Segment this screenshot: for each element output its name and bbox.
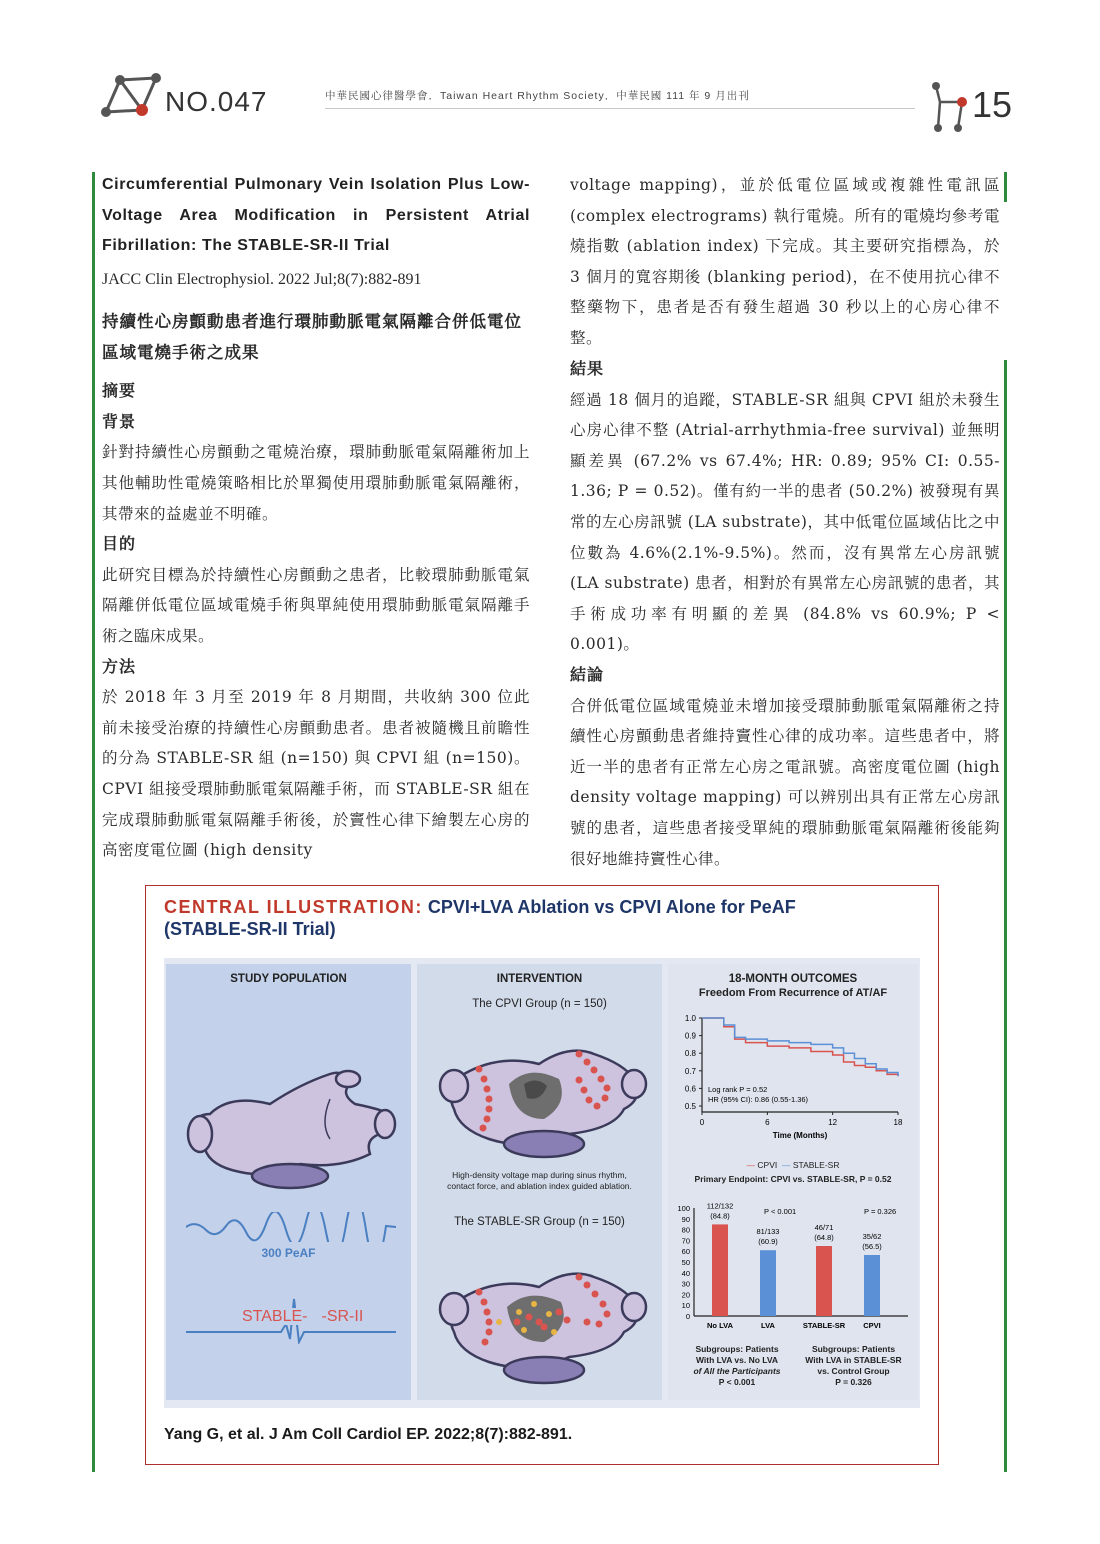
right-column	[570, 170, 1000, 874]
sub-right-1: Subgroups: Patients	[811, 1344, 896, 1354]
society-line: 中華民國心律醫學會．Taiwan Heart Rhythm Society．中華民國 111 年 9 月出刊	[325, 90, 750, 102]
left-atrium-icon	[180, 1054, 400, 1194]
bar-y-tick-label: 70	[681, 1236, 690, 1246]
km-x-tick-label: 18	[893, 1118, 903, 1127]
figure-title-main: CPVI+LVA Ablation vs CPVI Alone for PeAF	[427, 897, 796, 917]
stable-atrium-diagram	[429, 1242, 651, 1392]
central-illustration	[145, 885, 939, 1465]
sub-right-4: P = 0.326	[835, 1377, 872, 1387]
bar-y-tick-label: 90	[681, 1214, 690, 1224]
right-accent-bar-top	[1004, 172, 1007, 202]
mapping-note-line2: contact force, and ablation index guided ablation.	[447, 1181, 632, 1191]
figure-title	[164, 896, 796, 940]
conclusion-text: 合併低電位區域電燒並未增加接受環肺動脈電氣隔離術之持續性心房顫動患者維持竇性心律的成功率。這些患者中，將近一半的患者有正常左心房之電訊號。高密度電位圖 (high density voltage mapping) 可以辨別出具有正常左心房訊號的患者，這些患者接受單純的環肺動脈電氣隔離術後能夠很好地維持竇性心律。	[570, 696, 1000, 868]
sub-left-4: P < 0.001	[718, 1377, 756, 1387]
ecg-wave-top	[186, 1212, 396, 1242]
km-y-tick-label: 1.0	[684, 1014, 696, 1023]
left-column	[102, 170, 530, 865]
study-population-title: STUDY POPULATION	[230, 973, 347, 985]
mapping-note-line1: High-density voltage map during sinus rhythm,	[452, 1170, 627, 1180]
km-hr-text: HR (95% CI): 0.86 (0.55-1.36)	[708, 1095, 809, 1104]
stable-group-label: The STABLE-SR Group (n = 150)	[454, 1216, 625, 1228]
subgroup-left-note	[682, 1344, 792, 1388]
article-english-title: Circumferential Pulmonary Vein Isolation Plus Low-Voltage Area Modification in Persistent Atrial Fibrillation: The STABLE-SR-II Trial	[102, 176, 530, 254]
study-population-panel	[166, 964, 411, 1400]
bar-y-tick-label: 0	[685, 1312, 690, 1321]
bar-count-label: 46/71	[814, 1223, 834, 1233]
bar-y-tick-label: 20	[681, 1290, 690, 1300]
issue-number: NO.047	[165, 86, 268, 117]
sub-left-2: With LVA vs. No LVA	[695, 1355, 779, 1365]
bar-y-tick-label: 30	[681, 1279, 690, 1289]
intervention-panel	[417, 964, 662, 1400]
figure-body	[164, 958, 920, 1408]
mapping-note	[417, 1170, 662, 1192]
sub-right-3: vs. Control Group	[817, 1366, 890, 1376]
bar-y-tick-label: 10	[681, 1301, 690, 1311]
bar-y-tick-label: 80	[681, 1225, 690, 1235]
bar-category-label: CPVI	[863, 1321, 881, 1330]
bar-percent-label: (56.5)	[862, 1241, 882, 1251]
methods-text: 於 2018 年 3 月至 2019 年 8 月期間，共收納 300 位此前未接受治療的持續性心房顫動患者。患者被隨機且前瞻性的分為 STABLE-SR 組 (n=150) 與 CPVI 組 (n=150)。CPVI 組接受環肺動脈電氣隔離手術，而 STABLE-SR 組在完成環肺動脈電氣隔離手術後，於竇性心律下繪製左心房的高密度電位圖 (high density	[102, 688, 530, 860]
peaf-label: 300 PeAF	[261, 1246, 316, 1260]
legend-stable: STABLE-SR	[792, 1160, 840, 1170]
km-series-cpvi	[702, 1018, 898, 1076]
bar-no-lva	[712, 1224, 728, 1316]
bar-count-label: 112/132	[706, 1202, 734, 1211]
primary-endpoint: Primary Endpoint: CPVI vs. STABLE-SR, P = 0.52	[694, 1174, 892, 1184]
km-x-tick-label: 0	[699, 1118, 705, 1127]
purpose-text: 此研究目標為於持續性心房顫動之患者，比較環肺動脈電氣隔離併低電位區域電燒手術與單純使用環肺動脈電氣隔離手術之臨床成果。	[102, 565, 530, 646]
stable-label-right: -SR-II	[321, 1308, 364, 1325]
journal-citation: JACC Clin Electrophysiol. 2022 Jul;8(7):882-891	[102, 270, 422, 288]
km-logrank-text: Log rank P = 0.52	[708, 1085, 768, 1094]
sub-left-1: Subgroups: Patients	[695, 1344, 779, 1354]
methods-heading: 方法	[102, 656, 137, 676]
network-page-icon	[928, 78, 972, 134]
bar-category-label: LVA	[761, 1321, 775, 1330]
bar-lva	[760, 1250, 776, 1316]
figure-citation: Yang G, et al. J Am Coll Cardiol EP. 2022;8(7):882-891.	[164, 1426, 573, 1443]
outcomes-subtitle: Freedom From Recurrence of AT/AF	[698, 987, 888, 999]
sub-left-3: of All the Participants	[693, 1366, 781, 1376]
outcomes-panel	[668, 964, 918, 1400]
sub-right-2: With LVA in STABLE-SR	[805, 1355, 902, 1365]
bar-cpvi	[864, 1255, 880, 1316]
cpvi-atrium-diagram	[429, 1024, 651, 1164]
km-x-tick-label: 12	[828, 1118, 838, 1127]
methods-text-continued: voltage mapping)，並於低電位區域或複雜性電訊區 (complex electrograms) 執行電燒。所有的電燒均參考電燒指數 (ablation index) 下完成。其主要研究指標為，於 3 個月的寬容期後 (blanking period)，在不使用抗心律不整藥物下，患者是否有發生超過 30 秒以上的心房心律不整。	[570, 176, 1000, 347]
results-text: 經過 18 個月的追蹤，STABLE-SR 組與 CPVI 組於未發生心房心律不整 (Atrial-arrhythmia-free survival) 並無明顯差異 (67.2% vs 67.4%; HR: 0.89; 95% CI: 0.55-1.36; P = 0.52)。僅有約一半的患者 (50.2%) 被發現有異常的左心房訊號 (LA substrate)，其中低電位區域佔比之中位數為 4.6%(2.1%-9.5%)。然而，沒有異常左心房訊號 (LA substrate) 患者，相對於有異常左心房訊號的患者，其手術成功率有明顯的差異 (84.8% vs 60.9%; P < 0.001)。	[570, 390, 1000, 654]
km-legend: — CPVI — STABLE-SR	[746, 1160, 840, 1170]
purpose-heading: 目的	[102, 534, 137, 554]
bar-y-tick-label: 60	[681, 1247, 690, 1257]
bar-stable-sr	[816, 1246, 832, 1316]
bar-percent-label: (60.9)	[758, 1237, 778, 1247]
bar-y-tick-label: 100	[677, 1204, 690, 1213]
header-divider	[325, 108, 915, 109]
bar-p-left: P < 0.001	[764, 1207, 797, 1216]
bar-y-tick-label: 40	[681, 1268, 690, 1278]
legend-cpvi: CPVI	[757, 1160, 778, 1170]
bar-count-label: 81/133	[756, 1227, 780, 1237]
background-text: 針對持續性心房顫動之電燒治療，環肺動脈電氣隔離術加上其他輔助性電燒策略相比於單獨使用環肺動脈電氣隔離術，其帶來的益處並不明確。	[102, 443, 530, 523]
km-y-tick-label: 0.8	[684, 1049, 696, 1059]
km-x-tick-label: 6	[765, 1118, 770, 1127]
network-logo-icon	[98, 70, 166, 122]
article-chinese-title: 持續性心房顫動患者進行環肺動脈電氣隔離合併低電位區域電燒手術之成果	[102, 312, 522, 362]
conclusion-heading: 結論	[570, 664, 605, 684]
cpvi-group-label: The CPVI Group (n = 150)	[472, 998, 607, 1010]
km-y-tick-label: 0.9	[684, 1031, 696, 1041]
km-x-axis-label: Time (Months)	[772, 1131, 828, 1140]
outcomes-title: 18-MONTH OUTCOMES	[728, 973, 858, 985]
km-survival-chart	[668, 1006, 918, 1156]
bar-percent-label: (64.8)	[814, 1233, 834, 1243]
intervention-title: INTERVENTION	[496, 973, 583, 985]
abstract-heading: 摘要	[102, 381, 137, 401]
subgroup-right-note	[796, 1344, 911, 1388]
background-heading: 背景	[102, 411, 137, 431]
figure-title-trial: (STABLE-SR-II Trial)	[164, 919, 336, 939]
bar-category-label: STABLE-SR	[802, 1321, 846, 1330]
km-y-tick-label: 0.5	[684, 1102, 696, 1111]
right-accent-bar	[1004, 360, 1007, 1472]
page-number: 15	[972, 84, 1013, 125]
results-heading: 結果	[570, 359, 605, 378]
bar-count-label: 35/62	[862, 1231, 882, 1241]
bar-y-tick-label: 50	[681, 1258, 690, 1267]
bar-percent-label: (84.8)	[710, 1211, 730, 1221]
subgroup-bar-chart	[668, 1202, 918, 1338]
stable-label-left: STABLE-	[242, 1308, 308, 1325]
bar-p-right: P = 0.326	[864, 1207, 897, 1216]
figure-title-label: CENTRAL ILLUSTRATION:	[164, 897, 423, 917]
left-accent-bar	[92, 172, 95, 1472]
bar-category-label: No LVA	[707, 1321, 733, 1330]
km-y-tick-label: 0.6	[684, 1084, 696, 1094]
stable-sr-ii-label	[242, 1308, 363, 1326]
km-y-tick-label: 0.7	[684, 1066, 696, 1076]
